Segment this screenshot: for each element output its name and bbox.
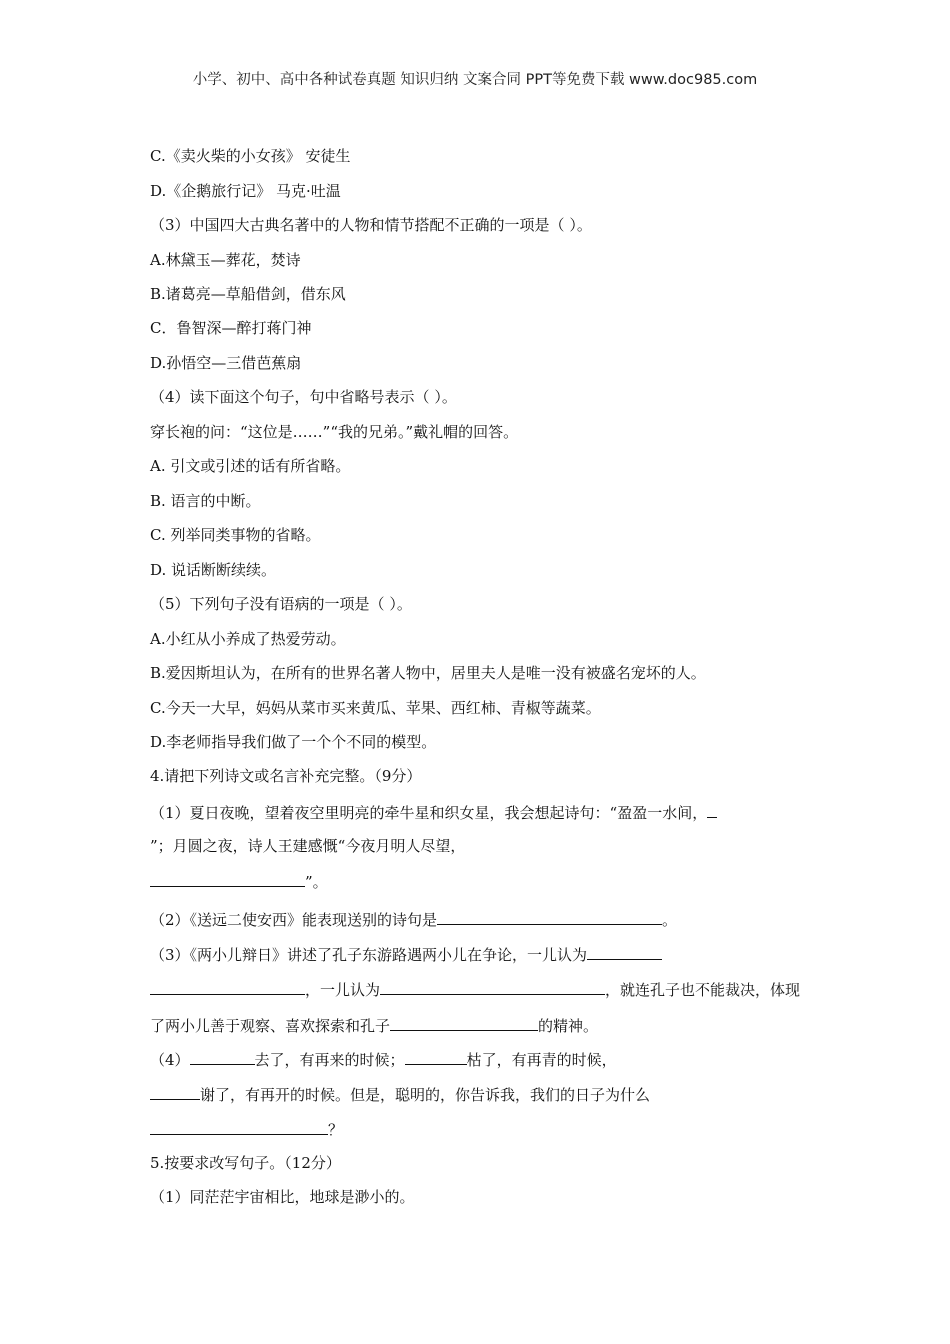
s5-item-1: （1）同茫茫宇宙相比，地球是渺小的。 bbox=[150, 1188, 415, 1206]
s4-item-3-line-1 bbox=[150, 943, 662, 965]
s4-item-4-part3: 谢了，有再开的时候。但是，聪明的，你告诉我，我们的日子为什么 bbox=[200, 1086, 651, 1104]
s4-item-3-line-2 bbox=[150, 978, 800, 1000]
q4-sentence: 穿长袍的问：“这位是……”“我的兄弟。”戴礼帽的回答。 bbox=[150, 423, 519, 441]
s4-item-1-line-1 bbox=[150, 801, 717, 823]
s4-item-1-end: ”。 bbox=[305, 873, 328, 891]
s4-item-4-part2: 枯了，有再青的时候， bbox=[466, 1051, 617, 1069]
answer-blank[interactable] bbox=[150, 870, 305, 887]
q3-option-d: D.孙悟空—三借芭蕉扇 bbox=[150, 354, 302, 372]
answer-blank[interactable] bbox=[707, 801, 717, 818]
question-5-prompt: （5）下列句子没有语病的一项是（ ）。 bbox=[150, 595, 412, 613]
q3-option-c: C．鲁智深—醉打蒋门神 bbox=[150, 319, 312, 337]
s4-item-3-cont: ，就连孔子也不能裁决，体现 bbox=[605, 981, 801, 999]
q3-option-b: B.诸葛亮—草船借剑，借东风 bbox=[150, 285, 346, 303]
question-4-prompt: （4）读下面这个句子，句中省略号表示（ ）。 bbox=[150, 388, 457, 406]
section-5-heading: 5.按要求改写句子。（12分） bbox=[150, 1154, 341, 1172]
answer-blank[interactable] bbox=[150, 978, 305, 995]
q5-option-d: D.李老师指导我们做了一个个不同的模型。 bbox=[150, 733, 437, 751]
q3-option-a: A.林黛玉—葬花，焚诗 bbox=[150, 251, 301, 269]
s4-item-4-part1: 去了，有再来的时候； bbox=[254, 1051, 405, 1069]
s4-item-4-end: ？ bbox=[328, 1121, 344, 1139]
q4-option-d: D. 说话断断续续。 bbox=[150, 561, 277, 579]
s4-item-1-line-2: ”；月圆之夜，诗人王建感慨“今夜月明人尽望， bbox=[150, 837, 466, 855]
answer-blank[interactable] bbox=[405, 1048, 467, 1065]
q5-option-b: B.爱因斯坦认为，在所有的世界名著人物中，居里夫人是唯一没有被盛名宠坏的人。 bbox=[150, 664, 706, 682]
answer-blank[interactable] bbox=[587, 943, 662, 960]
s4-item-1-line-3 bbox=[150, 870, 328, 892]
q4-option-a: A. 引文或引述的话有所省略。 bbox=[150, 457, 351, 475]
question-3-prompt: （3）中国四大古典名著中的人物和情节搭配不正确的一项是（ ）。 bbox=[150, 216, 592, 234]
s4-item-3-cont2: 了两小儿善于观察、喜欢探索和孔子 bbox=[150, 1017, 391, 1035]
s4-item-2-end: 。 bbox=[662, 911, 678, 929]
s4-item-3-mid: ，一儿认为 bbox=[305, 981, 381, 999]
s4-item-2-line bbox=[150, 908, 677, 930]
s4-item-3-end: 的精神。 bbox=[538, 1017, 599, 1035]
section-4-heading: 4.请把下列诗文或名言补充完整。（9分） bbox=[150, 767, 422, 785]
page-header: 小学、初中、高中各种试卷真题 知识归纳 文案合同 PPT等免费下载 www.doc985.com bbox=[192, 72, 758, 88]
q4-option-c: C. 列举同类事物的省略。 bbox=[150, 526, 321, 544]
answer-blank[interactable] bbox=[390, 1014, 538, 1031]
s4-item-3-text: （3）《两小儿辩日》讲述了孔子东游路遇两小儿在争论，一儿认为 bbox=[150, 946, 588, 964]
answer-blank[interactable] bbox=[437, 908, 662, 925]
q4-option-b: B. 语言的中断。 bbox=[150, 492, 261, 510]
s4-item-1-text: （1）夏日夜晚，望着夜空里明亮的牵牛星和织女星，我会想起诗句：“盈盈一水间， bbox=[150, 804, 708, 822]
q5-option-a: A.小红从小养成了热爱劳动。 bbox=[150, 630, 346, 648]
s4-item-3-line-3 bbox=[150, 1014, 598, 1036]
s4-item-4-line-3 bbox=[150, 1118, 343, 1140]
answer-blank[interactable] bbox=[190, 1048, 255, 1065]
answer-blank[interactable] bbox=[150, 1118, 328, 1135]
answer-blank[interactable] bbox=[150, 1083, 200, 1100]
s4-item-4-line-2 bbox=[150, 1083, 650, 1105]
q5-option-c: C.今天一大早，妈妈从菜市买来黄瓜、苹果、西红柿、青椒等蔬菜。 bbox=[150, 699, 601, 717]
option-d-line: D.《企鹅旅行记》 马克·吐温 bbox=[150, 182, 341, 200]
s4-item-2-text: （2）《送远二使安西》能表现送别的诗句是 bbox=[150, 911, 438, 929]
answer-blank[interactable] bbox=[380, 978, 605, 995]
option-c-line: C.《卖火柴的小女孩》 安徒生 bbox=[150, 147, 351, 165]
s4-item-4-line-1 bbox=[150, 1048, 617, 1070]
s4-item-4-num: （4） bbox=[150, 1051, 190, 1069]
